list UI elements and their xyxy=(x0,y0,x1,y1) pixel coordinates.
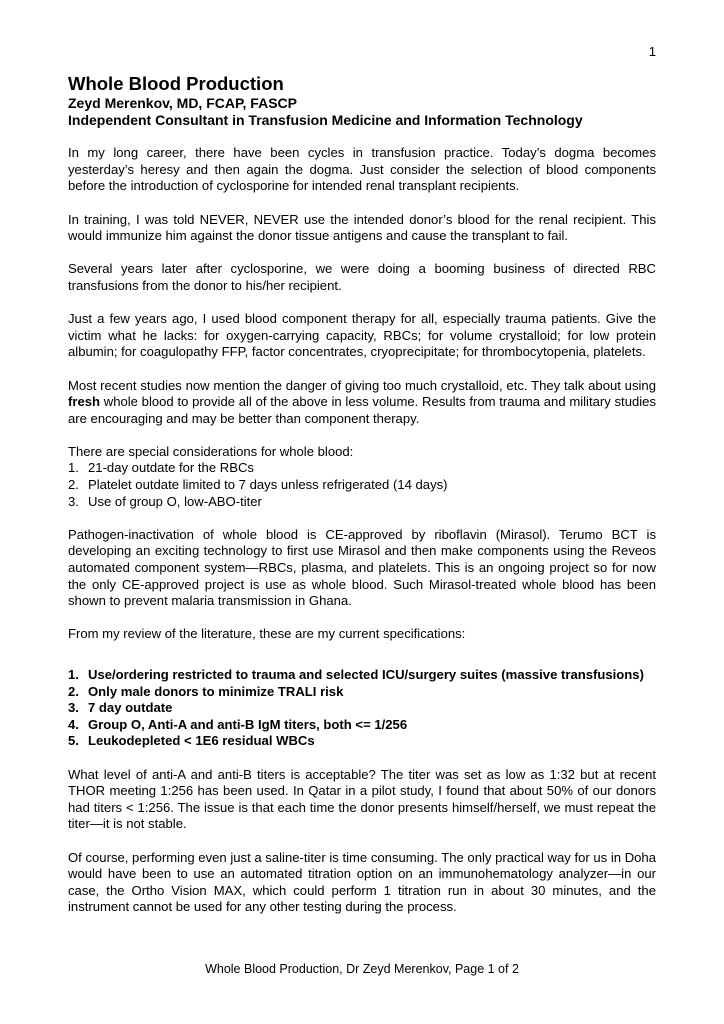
consideration-item xyxy=(68,477,656,494)
list-item-text: 21-day outdate for the RBCs xyxy=(88,460,254,476)
fresh-paragraph-tail: whole blood to provide all of the above in less volume. Results from trauma and military studies are encouraging and may be better than component therapy. xyxy=(68,394,656,426)
affiliation-line: Independent Consultant in Transfusion Medicine and Information Technology xyxy=(68,111,583,128)
paragraph-directed-rbc: Several years later after cyclosporine, we were doing a booming business of directed RBC transfusions from the donor to his/her recipient. xyxy=(68,261,656,293)
paragraph-saline-titer: Of course, performing even just a saline-titer is time consuming. The only practical way for us in Doha would have been to use an automated titration option on an immunohematology analyzer—in our case, the Ortho Vision MAX, which could perform 1 titration run in about 30 minutes, and the instrument cannot be used for any other testing during the process. xyxy=(68,849,656,915)
page-footer: Whole Blood Production, Dr Zeyd Merenkov, Page 1 of 2 xyxy=(205,962,519,976)
list-item-text: Leukodepleted < 1E6 residual WBCs xyxy=(88,733,315,749)
paragraph-component-therapy: Just a few years ago, I used blood component therapy for all, especially trauma patients. Give the victim what he lacks: for oxygen-carrying capacity, RBCs; for volume crystalloid; for low protein albumin; for coagulopathy FFP, factor concentrates, cryoprecipitate; for thrombocytopenia, platelets. xyxy=(68,311,656,360)
list-item-number: 1. xyxy=(68,667,79,682)
consideration-item xyxy=(68,494,656,511)
page-number: 1 xyxy=(648,44,656,59)
specifications-heading: From my review of the literature, these are my current specifications: xyxy=(68,626,466,642)
list-item-number: 1. xyxy=(68,460,79,476)
list-item-text: Use/ordering restricted to trauma and selected ICU/surgery suites (massive transfusions) xyxy=(88,667,644,682)
list-item-text: Only male donors to minimize TRALI risk xyxy=(88,683,344,699)
specification-item xyxy=(68,684,656,701)
paragraph-pathogen-inactivation: Pathogen-inactivation of whole blood is CE-approved by riboflavin (Mirasol). Terumo BCT is developing an exciting technology to first use Mirasol and then make components using the Reveos automated component system—RBCs, plasma, and platelets. This is an ongoing project so for now the only CE-approved project is use as whole blood. Such Mirasol-treated whole blood has been shown to prevent malaria transmission in Ghana. xyxy=(68,526,656,609)
fresh-paragraph-lead: Most recent studies now mention the danger of giving too much crystalloid, etc. They talk about using xyxy=(68,377,656,393)
paragraph-titer-level: What level of anti-A and anti-B titers is acceptable? The titer was set as low as 1:32 but at recent THOR meeting 1:256 has been used. In Qatar in a pilot study, I found that about 50% of our donors had titers < 1:256. The issue is that each time the donor presents himself/herself, we must repeat the titer—it is not stable. xyxy=(68,766,656,832)
considerations-heading: There are special considerations for whole blood: xyxy=(68,443,354,459)
author-line: Zeyd Merenkov, MD, FCAP, FASCP xyxy=(68,94,297,111)
fresh-bold-word: fresh xyxy=(68,394,101,410)
list-item-text: 7 day outdate xyxy=(88,700,173,716)
document-content xyxy=(68,44,656,916)
document-title: Whole Blood Production xyxy=(68,72,284,94)
list-item-number: 5. xyxy=(68,733,79,749)
list-item-text: Use of group O, low-ABO-titer xyxy=(88,493,262,509)
paragraph-transfusion-cycles: In my long career, there have been cycles in transfusion practice. Today’s dogma becomes yesterday’s heresy and then again the dogma. Just consider the selection of blood components before the introduction of cyclosporine for intended renal transplant recipients. xyxy=(68,145,656,194)
specification-item xyxy=(68,733,656,750)
list-item-number: 3. xyxy=(68,493,79,509)
list-item-number: 2. xyxy=(68,477,79,493)
list-item-text: Group O, Anti-A and anti-B IgM titers, both <= 1/256 xyxy=(88,716,408,732)
specification-item xyxy=(68,700,656,717)
specification-item xyxy=(68,667,656,684)
list-item-number: 3. xyxy=(68,700,79,716)
list-item-number: 2. xyxy=(68,683,79,699)
specification-item xyxy=(68,717,656,734)
specifications-list xyxy=(68,667,656,750)
paragraph-fresh-whole-blood xyxy=(68,378,656,428)
consideration-item xyxy=(68,460,656,477)
list-item-text: Platelet outdate limited to 7 days unless refrigerated (14 days) xyxy=(88,477,448,493)
paragraph-never-never: In training, I was told NEVER, NEVER use the intended donor’s blood for the renal recipient. This would immunize him against the donor tissue antigens and cause the transplant to fail. xyxy=(68,211,656,244)
list-item-number: 4. xyxy=(68,716,79,732)
considerations-list xyxy=(68,460,656,510)
